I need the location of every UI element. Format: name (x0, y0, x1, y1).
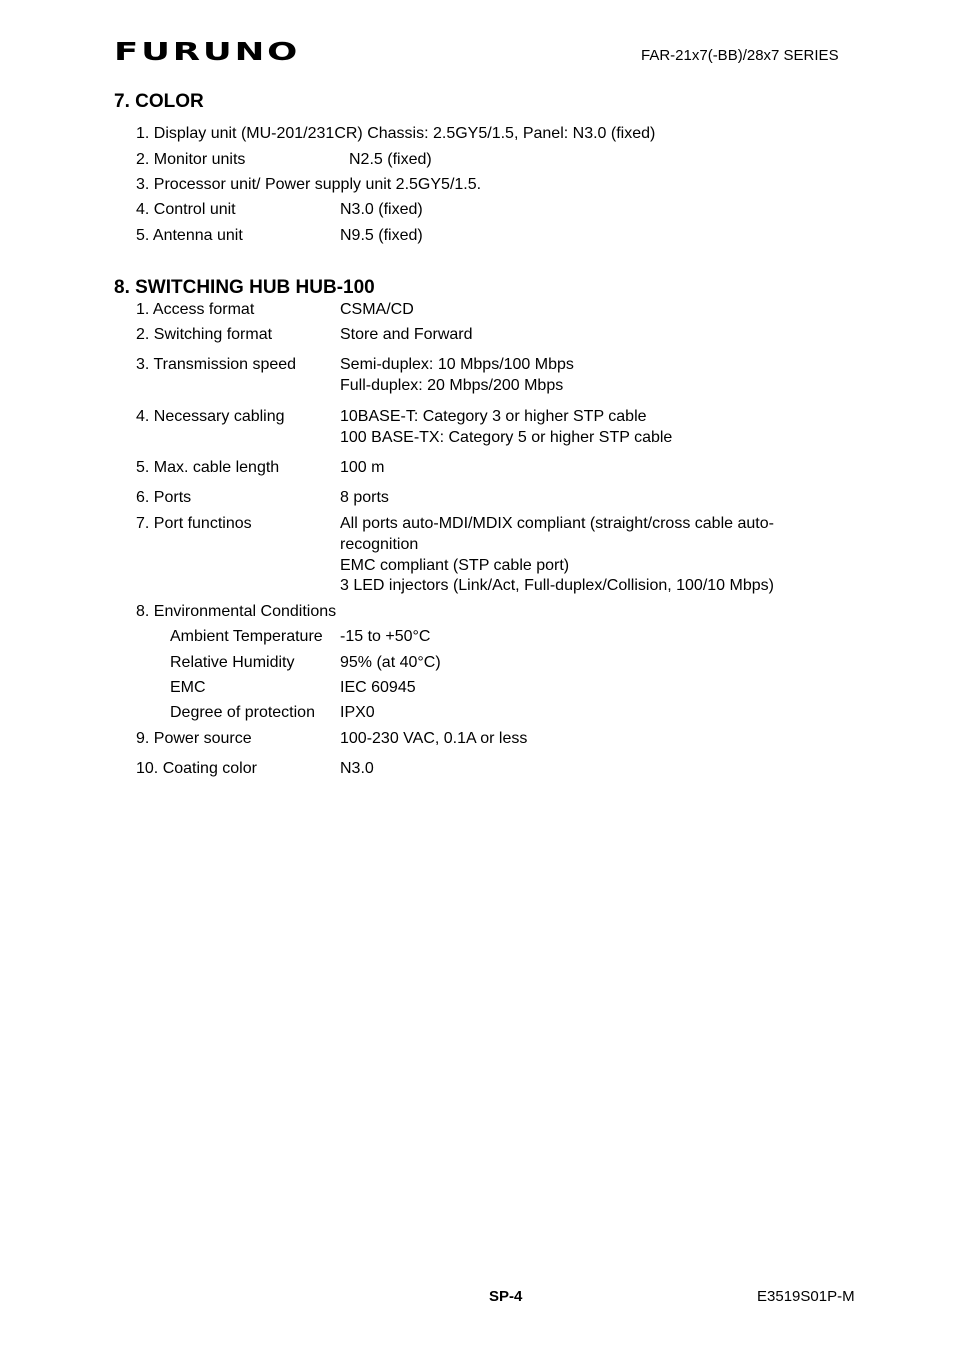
color-item-value: N2.5 (fixed) (349, 151, 432, 168)
hub-item-label: 2. Switching format (136, 326, 273, 343)
hub-item-label: 5. Max. cable length (136, 459, 280, 476)
env-item-value: IPX0 (340, 704, 375, 721)
color-item-label: 3. Processor unit/ Power supply unit 2.5GY5/1.5. (136, 176, 482, 193)
document-code: E3519S01P-M (757, 1288, 855, 1305)
hub-item-value: 100 m (340, 459, 385, 476)
hub-item-value: Semi-duplex: 10 Mbps/100 Mbps (340, 356, 574, 373)
hub-item-value: N3.0 (340, 760, 374, 777)
env-item-label: Ambient Temperature (170, 628, 323, 645)
env-item-label: EMC (170, 679, 206, 696)
color-item-label: 1. Display unit (MU-201/231CR) Chassis: 2.5GY5/1.5, Panel: N3.0 (fixed) (136, 125, 656, 142)
series-title: FAR-21x7(-BB)/28x7 SERIES (641, 47, 839, 64)
hub-item-value: CSMA/CD (340, 301, 414, 318)
env-item-value: IEC 60945 (340, 679, 416, 696)
color-item-label: 5. Antenna unit (136, 227, 243, 244)
hub-item-value: 8 ports (340, 489, 389, 506)
env-item-label: Relative Humidity (170, 654, 295, 671)
env-item-value: -15 to +50°C (340, 628, 431, 645)
color-item-label: 2. Monitor units (136, 151, 246, 168)
hub-item-label: 10. Coating color (136, 760, 257, 777)
color-item-value: N9.5 (fixed) (340, 227, 423, 244)
hub-item-label: 6. Ports (136, 489, 192, 506)
env-item-label: Degree of protection (170, 704, 315, 721)
hub-item-value: 100-230 VAC, 0.1A or less (340, 730, 528, 747)
color-item-label: 4. Control unit (136, 201, 236, 218)
page-number: SP-4 (489, 1288, 523, 1305)
hub-item-value: 10BASE-T: Category 3 or higher STP cable (340, 408, 647, 425)
hub-item-value: EMC compliant (STP cable port) (340, 557, 570, 574)
section-hub-heading: 8. SWITCHING HUB HUB-100 (114, 277, 375, 298)
hub-item-label: 9. Power source (136, 730, 252, 747)
hub-item-value: 100 BASE-TX: Category 5 or higher STP cable (340, 429, 673, 446)
hub-item-value: Full-duplex: 20 Mbps/200 Mbps (340, 377, 564, 394)
hub-item-value: All ports auto-MDI/MDIX compliant (straight/cross cable auto- (340, 515, 774, 532)
color-item-value: N3.0 (fixed) (340, 201, 423, 218)
hub-item-label: 8. Environmental Conditions (136, 603, 337, 620)
section-color-heading: 7. COLOR (114, 91, 204, 112)
hub-item-label: 4. Necessary cabling (136, 408, 285, 425)
hub-item-label: 3. Transmission speed (136, 356, 297, 373)
hub-item-label: 1. Access format (136, 301, 255, 318)
hub-item-label: 7. Port functinos (136, 515, 252, 532)
hub-item-value: 3 LED injectors (Link/Act, Full-duplex/Collision, 100/10 Mbps) (340, 577, 774, 594)
env-item-value: 95% (at 40°C) (340, 654, 441, 671)
furuno-logo: FURUNO (114, 37, 301, 66)
hub-item-value: recognition (340, 536, 419, 553)
hub-item-value: Store and Forward (340, 326, 473, 343)
